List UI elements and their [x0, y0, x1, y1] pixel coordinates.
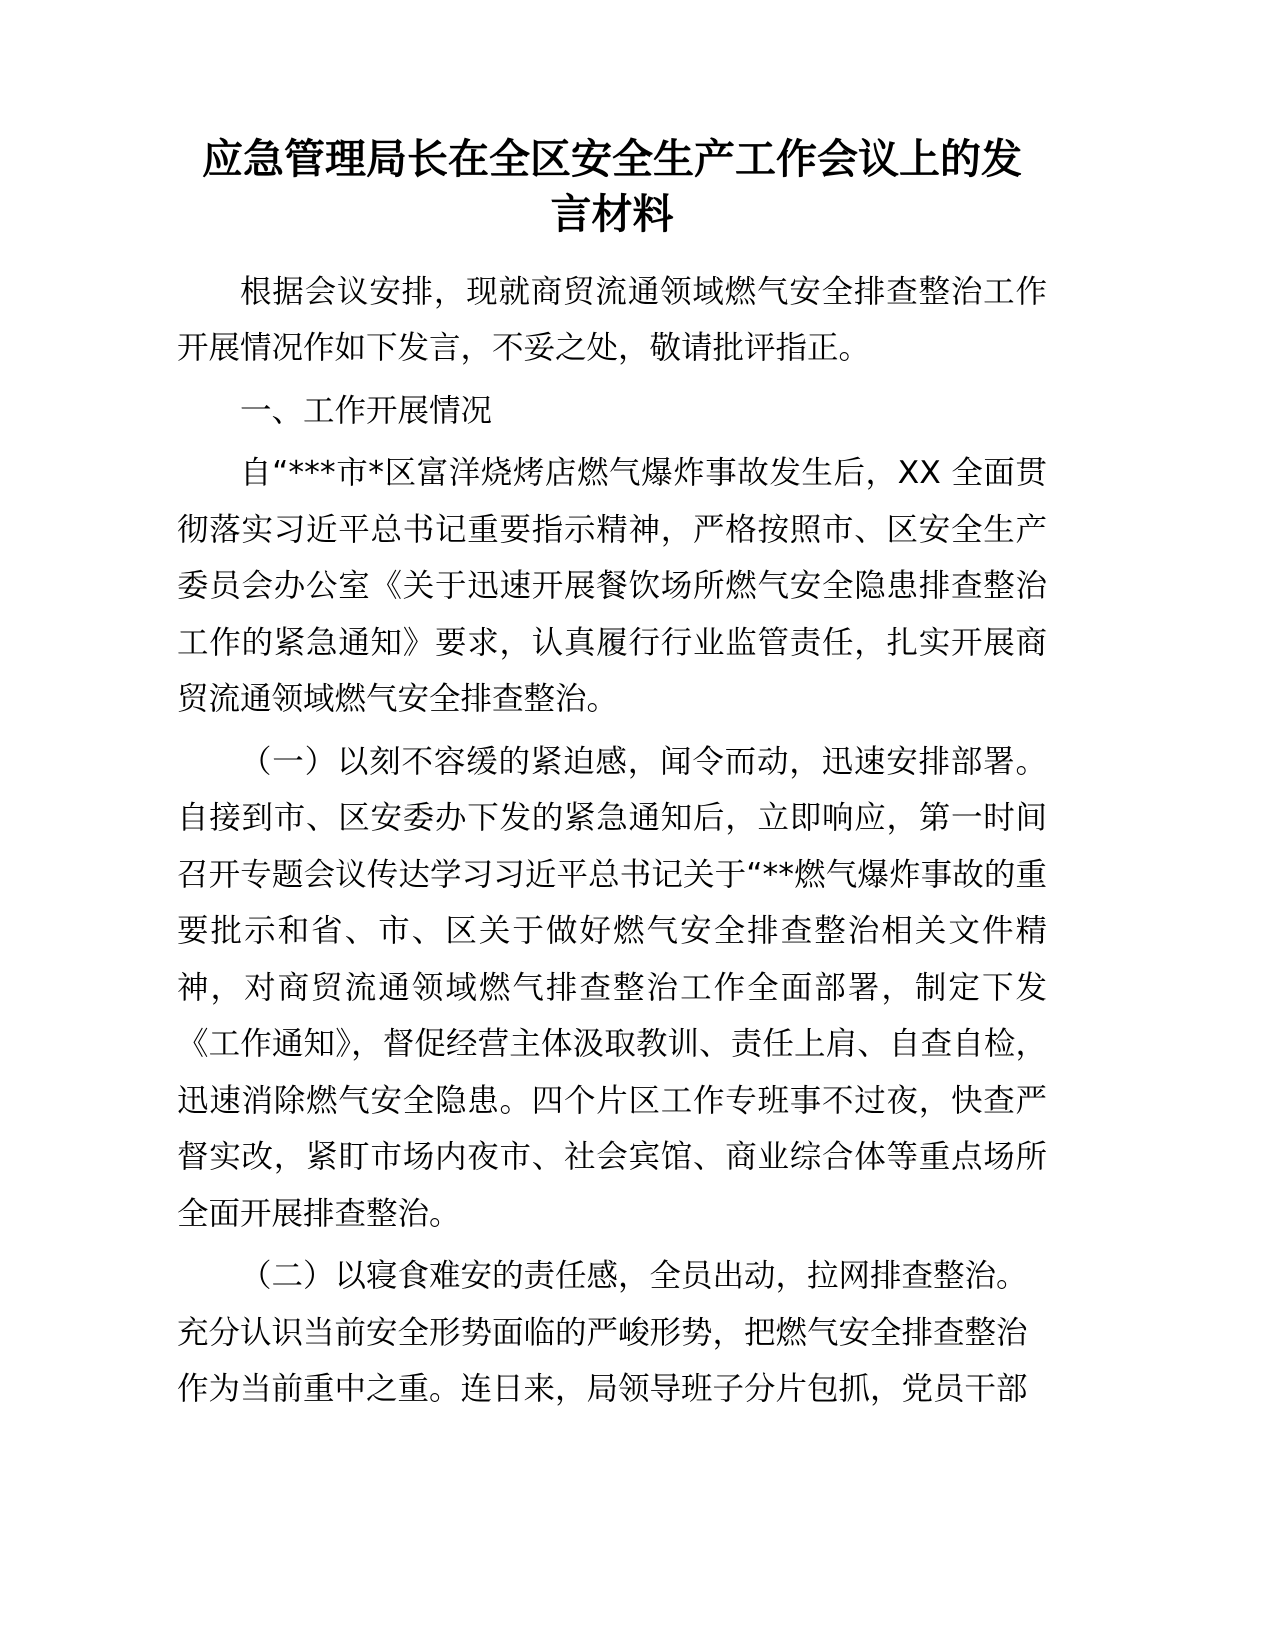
paragraph-intro: 根据会议安排，现就商贸流通领域燃气安全排查整治工作开展情况作如下发言，不妥之处，敬请批评指正。	[177, 273, 1047, 367]
paragraph-item-one: （一）以刻不容缓的紧迫感，闻令而动，迅速安排部署。自接到市、区安委办下发的紧急通知后，立即响应，第一时间召开专题会议传达学习习近平总书记关于“**燃气爆炸事故的重要批示和省、市、区关于做好燃气安全排查整治相关文件精神，对商贸流通领域燃气排查整治工作全面部署，制定下发《工作通知》，督促经营主体汲取教训、责任上肩、自查自检，迅速消除燃气安全隐患。四个片区工作专班事不过夜，快查严督实改，紧盯市场内夜市、社会宾馆、商业综合体等重点场所全面开展排查整治。	[177, 743, 1047, 1232]
paragraph-item-two: （二）以寝食难安的责任感，全员出动，拉网排查整治。充分认识当前安全形势面临的严峻形势，把燃气安全排查整治作为当前重中之重。连日来，局领导班子分片包抓，党员干部	[177, 1258, 1028, 1408]
paragraph-section-one-body: 自“***市*区富洋烧烤店燃气爆炸事故发生后，XX 全面贯彻落实习近平总书记重要指示精神，严格按照市、区安全生产委员会办公室《关于迅速开展餐饮场所燃气安全隐患排查整治工作的紧急通知》要求，认真履行行业监管责任，扎实开展商贸流通领域燃气安全排查整治。	[177, 455, 1047, 718]
section-heading-one: 一、工作开展情况	[240, 392, 493, 429]
document-body	[177, 132, 1047, 1424]
document-title: 应急管理局长在全区安全生产工作会议上的发言材料	[202, 135, 1022, 238]
